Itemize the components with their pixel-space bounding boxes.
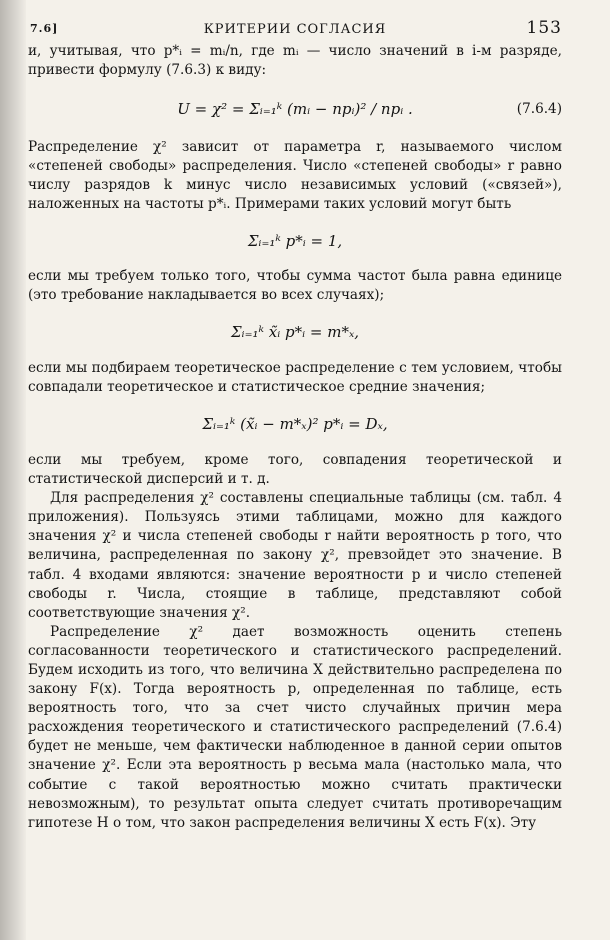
equation-formula: U = χ² = Σᵢ₌₁ᵏ (mᵢ − npᵢ)² / npᵢ . [177,100,413,119]
paragraph: Распределение χ² зависит от параметра r, называемого числом «степеней свободы» распределения. Число «степеней свободы» r равно числу разрядов k минус число независимых условий («связей»), наложенных на частоты p*ᵢ. Примерами таких условий могут быть [28,139,562,213]
paragraph: если мы требуем только того, чтобы сумма частот была равна единице (это требование накладывается во всех случаях); [28,267,562,303]
paragraph: Для распределения χ² составлены специальные таблицы (см. табл. 4 приложения). Пользуясь этими таблицами, можно для каждого значения χ² и числа степеней свободы r найти вероятность p того, что величина, распределенная по закону χ², превзойдет это значение. В табл. 4 входами являются: значение вероятности p и число степеней свободы r. Числа, стоящие в таблице, представляют собой соответствующие значения χ². [28,490,562,621]
chapter-title: КРИТЕРИИ СОГЛАСИЯ [203,22,387,37]
equation-number: (7.6.4) [516,101,562,118]
book-binding-shadow [0,0,26,940]
paragraph: и, учитывая, что p*ᵢ = mᵢ/n, где mᵢ — число значений в i-м разряде, привести формулу (7.6.3) к виду: [28,43,562,79]
equation [28,215,562,267]
equation-formula: Σᵢ₌₁ᵏ x̃ᵢ p*ᵢ = m*ₓ, [230,322,360,341]
equation [28,305,562,359]
equation [28,80,562,138]
equation-formula: Σᵢ₌₁ᵏ p*ᵢ = 1, [247,231,343,250]
equation [28,397,562,451]
paragraph: Распределение χ² дает возможность оценить степень согласованности теоретического и статистического распределений. Будем исходить из того, что величина X действительно распределена по закону F(x). Тогда вероятность p, определенная по таблице, есть вероятность того, что за счет чисто случайных причин мера расхождения теоретического и статистического распределений (7.6.4) будет не меньше, чем фактически наблюденное в данной серии опытов значение χ². Если эта вероятность p весьма мала (настолько мала, что событие с такой вероятностью можно считать практически невозможным), то результат опыта следует считать противоречащим гипотезе H о том, что закон распределения величины X есть F(x). Эту [28,623,562,831]
equation-formula: Σᵢ₌₁ᵏ (x̃ᵢ − m*ₓ)² p*ᵢ = Dₓ, [202,414,388,433]
paragraph: если мы требуем, кроме того, совпадения теоретической и статистической дисперсий и т. д. [28,451,562,488]
running-header [28,16,562,42]
book-page [28,16,562,833]
page-number: 153 [526,18,562,38]
section-number: 7.6] [30,22,59,35]
paragraph: если мы подбираем теоретическое распределение с тем условием, чтобы совпадали теоретическое и статистическое средние значения; [28,359,562,395]
